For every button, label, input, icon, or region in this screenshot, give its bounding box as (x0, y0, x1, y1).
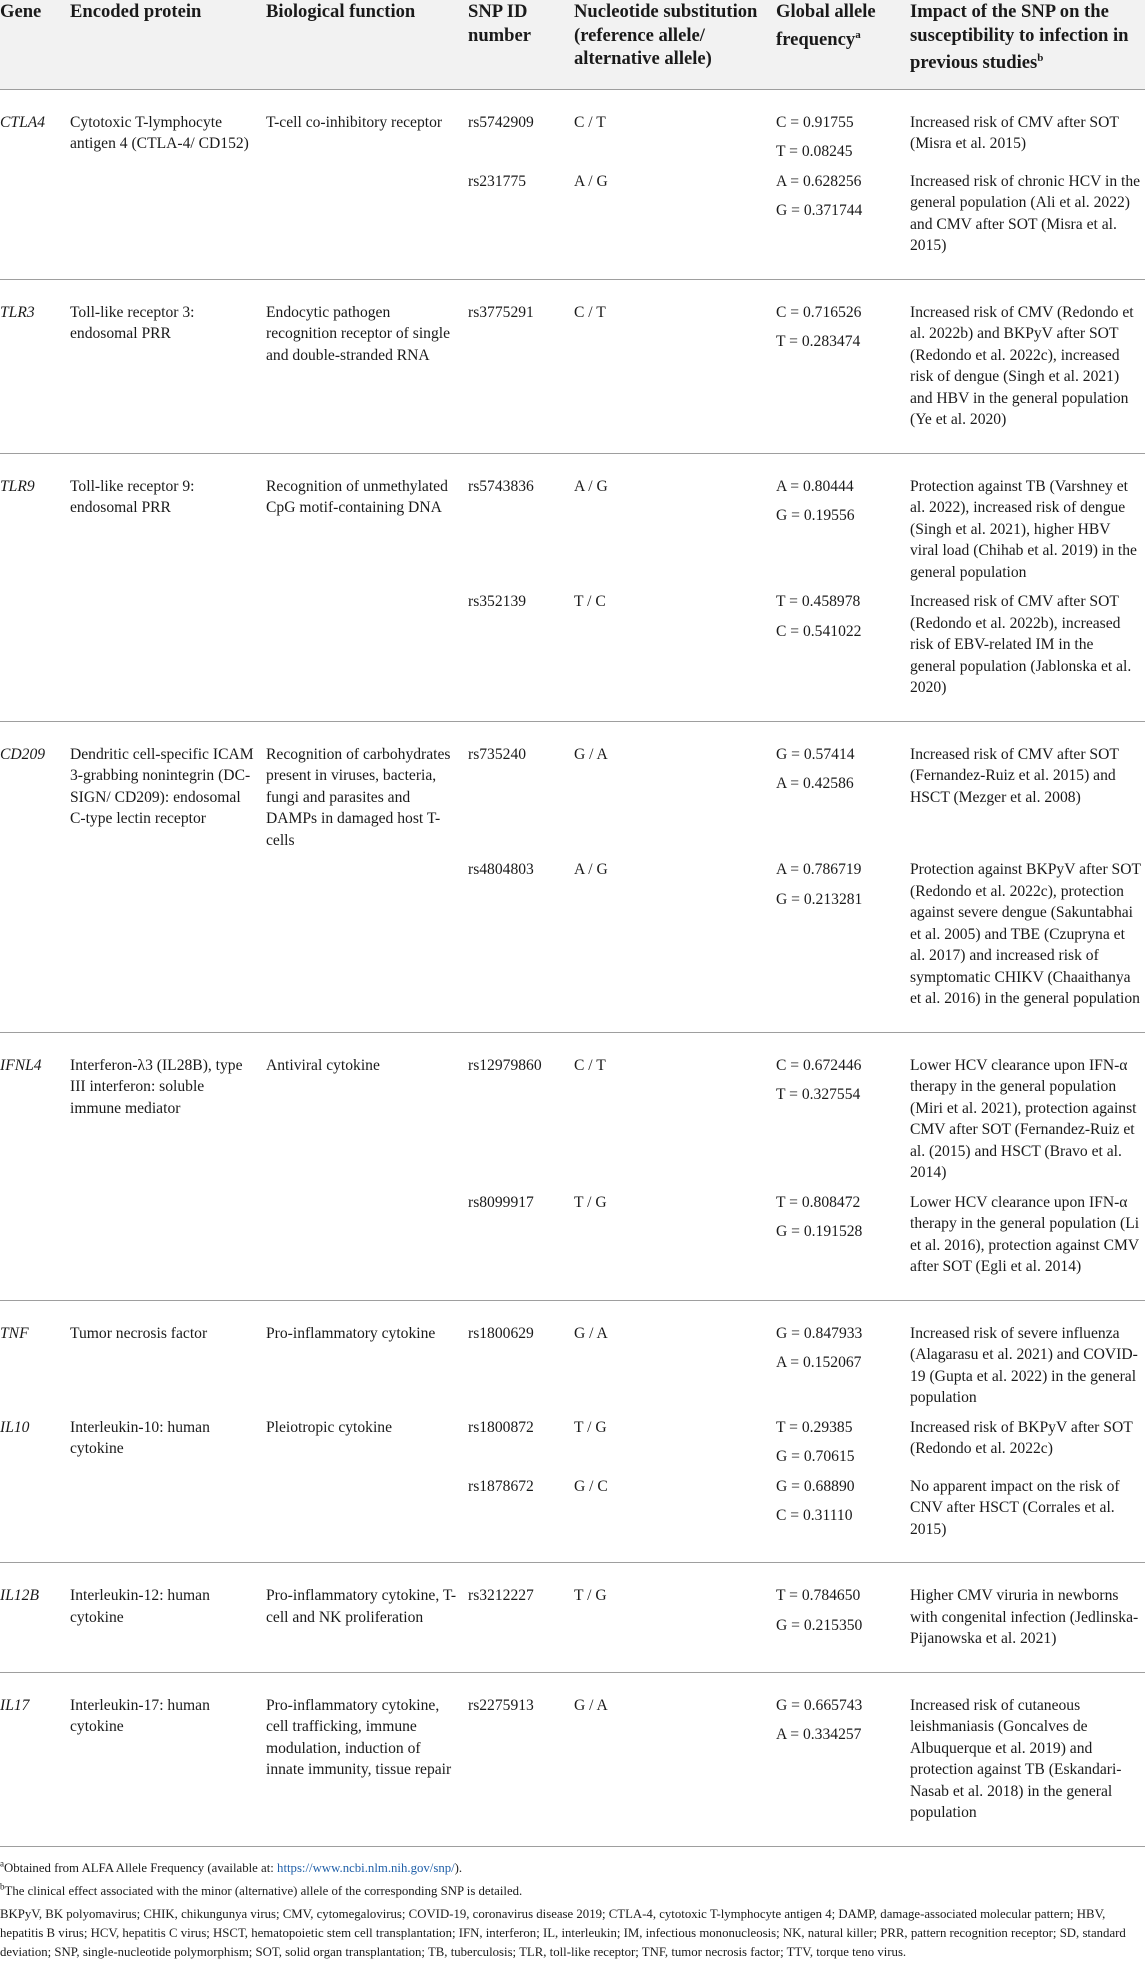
nucleotide-cell: C / T (574, 1056, 606, 1074)
gene-cell: IFNL4 (0, 1056, 42, 1074)
table-row (0, 1300, 1145, 1409)
header-impact-sup: b (1037, 52, 1044, 64)
allele-frequency-value: G = 0.215350 (776, 1616, 863, 1634)
header-impact (906, 0, 1145, 89)
footnote-a-link[interactable]: https://www.ncbi.nlm.nih.gov/snp/ (277, 1860, 455, 1875)
snp-id-cell: rs2275913 (464, 1672, 570, 1846)
header-protein: Encoded protein (66, 0, 262, 89)
allele-frequency-cell (772, 163, 906, 280)
nucleotide-cell: G / A (570, 1672, 772, 1846)
allele-frequency-value: C = 0.672446 (776, 1056, 862, 1074)
snp-id-cell: rs12979860 (468, 1056, 542, 1074)
allele-frequency-cell (772, 583, 906, 721)
allele-frequency-value: C = 0.541022 (776, 622, 862, 640)
allele-frequency-value: G = 0.213281 (776, 890, 863, 908)
gene-cell: TNF (0, 1324, 29, 1342)
footnote-b (0, 1882, 1145, 1901)
allele-frequency-value: T = 0.327554 (776, 1086, 861, 1104)
gene-cell (0, 1468, 66, 1563)
nucleotide-cell: A / G (574, 477, 608, 495)
allele-frequency-value: C = 0.31110 (776, 1507, 853, 1525)
allele-frequency-value: A = 0.334257 (776, 1726, 862, 1744)
impact-cell: Higher CMV viruria in newborns with congenital infection (Jedlinska-Pijanowska et al. 2021) (906, 1563, 1145, 1673)
allele-frequency-value: G = 0.70615 (776, 1448, 855, 1466)
function-cell: Antiviral cytokine (266, 1056, 380, 1074)
footnote-a-text: Obtained from ALFA Allele Frequency (available at: (4, 1860, 278, 1875)
table-row (0, 453, 1145, 583)
function-cell: Recognition of carbohydrates present in viruses, bacteria, fungi and parasites and DAMPs in damaged host T-cells (266, 745, 451, 849)
gene-cell (0, 851, 66, 1032)
protein-cell (66, 1468, 262, 1563)
function-cell (262, 1468, 464, 1563)
protein-cell: Dendritic cell-specific ICAM 3-grabbing nonintegrin (DC-SIGN/ CD209): endosomal C-type lectin receptor (70, 745, 254, 828)
gene-cell: IL10 (0, 1418, 30, 1436)
nucleotide-cell: T / G (570, 1563, 772, 1673)
snp-id-cell: rs735240 (468, 745, 527, 763)
header-allele-freq-text: Global allele frequency (776, 1, 876, 50)
snp-id-cell: rs231775 (464, 163, 570, 280)
allele-frequency-value: A = 0.80444 (776, 477, 854, 495)
footnote-b-text: The clinical effect associated with the minor (alternative) allele of the corresponding SNP is detailed. (4, 1883, 523, 1898)
allele-frequency-value: T = 0.08245 (776, 143, 853, 161)
gene-cell: CD209 (0, 745, 46, 763)
snp-id-cell: rs3775291 (464, 279, 570, 453)
function-cell: T-cell co-inhibitory receptor (266, 113, 443, 131)
impact-cell: Increased risk of cutaneous leishmaniasis (Goncalves de Albuquerque et al. 2019) and protection against TB (Eskandari-Nasab et al. 2018) in the general population (906, 1672, 1145, 1846)
allele-frequency-value: T = 0.808472 (776, 1193, 861, 1211)
table-row (0, 1672, 1145, 1846)
impact-cell: Lower HCV clearance upon IFN-α therapy in the general population (Li et al. 2016), protection against CMV after SOT (Egli et al. 2014) (906, 1184, 1145, 1301)
snp-id-cell: rs5743836 (468, 477, 534, 495)
function-cell: Recognition of unmethylated CpG motif-containing DNA (266, 477, 448, 517)
impact-cell: Increased risk of BKPyV after SOT (Redondo et al. 2022c) (910, 1418, 1133, 1458)
allele-frequency-value: G = 0.57414 (776, 745, 855, 763)
impact-cell: Increased risk of chronic HCV in the general population (Ali et al. 2022) and CMV after SOT (Misra et al. 2015) (906, 163, 1145, 280)
table-footnotes (0, 1847, 1145, 1962)
allele-frequency-value: T = 0.29385 (776, 1418, 853, 1436)
allele-frequency-value: T = 0.458978 (776, 593, 861, 611)
allele-frequency-cell (772, 1409, 906, 1468)
header-snp: SNP ID number (464, 0, 570, 89)
table-row (0, 583, 1145, 721)
footnote-b-mark: b (0, 1881, 5, 1892)
gene-cell (0, 163, 66, 280)
function-cell: Pro-inflammatory cytokine, cell trafficking, immune modulation, induction of innate immunity, tissue repair (262, 1672, 464, 1846)
nucleotide-cell: T / G (570, 1184, 772, 1301)
allele-frequency-cell (772, 851, 906, 1032)
allele-frequency-cell (772, 1300, 906, 1409)
protein-cell: Interferon-λ3 (IL28B), type III interferon: soluble immune mediator (70, 1056, 243, 1117)
allele-frequency-cell (772, 453, 906, 583)
header-nucleotide: Nucleotide substitution (reference allele/ alternative allele) (570, 0, 772, 89)
footnote-a-end: ). (454, 1860, 463, 1875)
table-row (0, 89, 1145, 163)
table-body (0, 89, 1145, 1846)
protein-cell: Interleukin-17: human cytokine (66, 1672, 262, 1846)
nucleotide-cell: G / A (574, 745, 608, 763)
allele-frequency-cell (772, 1032, 906, 1184)
protein-cell (66, 1184, 262, 1301)
allele-frequency-value: G = 0.847933 (776, 1324, 863, 1342)
allele-frequency-value: C = 0.716526 (776, 303, 862, 321)
header-allele-freq (772, 0, 906, 89)
gene-cell (0, 583, 66, 721)
table-row (0, 163, 1145, 280)
gene-cell: IL12B (0, 1563, 66, 1673)
gene-cell: TLR9 (0, 477, 35, 495)
table-row (0, 1409, 1145, 1468)
protein-cell: Toll-like receptor 9: endosomal PRR (70, 477, 195, 517)
impact-cell: Increased risk of CMV after SOT (Misra et al. 2015) (910, 113, 1119, 153)
protein-cell: Tumor necrosis factor (70, 1324, 208, 1342)
impact-cell: Increased risk of CMV after SOT (Fernandez-Ruiz et al. 2015) and HSCT (Mezger et al. 2008) (910, 745, 1119, 806)
gene-cell: CTLA4 (0, 113, 46, 131)
function-cell (262, 1184, 464, 1301)
snp-id-cell: rs1800629 (468, 1324, 534, 1342)
snp-id-cell: rs5742909 (468, 113, 534, 131)
protein-cell: Interleukin-12: human cytokine (66, 1563, 262, 1673)
function-cell: Pro-inflammatory cytokine (266, 1324, 436, 1342)
protein-cell (66, 163, 262, 280)
allele-frequency-value: T = 0.784650 (776, 1587, 861, 1605)
allele-frequency-value: C = 0.91755 (776, 113, 854, 131)
function-cell: Pro-inflammatory cytokine, T-cell and NK proliferation (262, 1563, 464, 1673)
gene-cell: TLR3 (0, 279, 66, 453)
table-row (0, 1032, 1145, 1184)
snp-id-cell: rs352139 (464, 583, 570, 721)
impact-cell: Protection against TB (Varshney et al. 2022), increased risk of dengue (Singh et al. 2021), higher HBV viral load (Chihab et al. 2019) in the general population (910, 477, 1137, 581)
snp-id-cell: rs4804803 (464, 851, 570, 1032)
allele-frequency-cell (772, 1563, 906, 1673)
nucleotide-cell: A / G (570, 851, 772, 1032)
nucleotide-cell: C / T (570, 279, 772, 453)
allele-frequency-value: A = 0.42586 (776, 775, 854, 793)
allele-frequency-cell (772, 89, 906, 163)
header-gene: Gene (0, 0, 66, 89)
impact-cell: Increased risk of severe influenza (Alagarasu et al. 2021) and COVID-19 (Gupta et al. 2022) in the general population (910, 1324, 1138, 1407)
table-row (0, 1184, 1145, 1301)
footnote-abbreviations: BKPyV, BK polyomavirus; CHIK, chikungunya virus; CMV, cytomegalovirus; COVID-19, coronavirus disease 2019; CTLA-4, cytotoxic T-lymphocyte antigen 4; DAMP, damage-associated molecular pattern; HBV, hepatitis B virus; HCV, hepatitis C virus; HSCT, hematopoietic stem cell transplantation; IFN, interferon; IL, interleukin; IM, infectious mononucleosis; NK, natural killer; PRR, pattern recognition receptor; SD, standard deviation; SNP, single-nucleotide polymorphism; SOT, solid organ transplantation; TB, tuberculosis; TLR, toll-like receptor; TNF, tumor necrosis factor; TTV, torque teno virus. (0, 1906, 1126, 1959)
allele-frequency-cell (772, 1672, 906, 1846)
allele-frequency-cell (772, 1468, 906, 1563)
snp-id-cell: rs8099917 (464, 1184, 570, 1301)
impact-cell: Increased risk of CMV (Redondo et al. 2022b) and BKPyV after SOT (Redondo et al. 2022c), increased risk of dengue (Singh et al. 2021) and HBV in the general population (Ye et al. 2020) (906, 279, 1145, 453)
header-impact-text: Impact of the SNP on the susceptibility to infection in previous studies (910, 1, 1129, 74)
table-row (0, 851, 1145, 1032)
allele-frequency-value: G = 0.191528 (776, 1223, 863, 1241)
nucleotide-cell: G / C (570, 1468, 772, 1563)
function-cell (262, 851, 464, 1032)
protein-cell: Interleukin-10: human cytokine (70, 1418, 210, 1458)
header-allele-freq-sup: a (855, 28, 861, 41)
impact-cell: Protection against BKPyV after SOT (Redondo et al. 2022c), protection against severe dengue (Sakuntabhai et al. 2005) and TBE (Czupryna et al. 2017) and increased risk of symptomatic CHIKV (Chaaithanya et al. 2016) in the general population (906, 851, 1145, 1032)
nucleotide-cell: A / G (570, 163, 772, 280)
allele-frequency-value: G = 0.68890 (776, 1477, 855, 1495)
protein-cell: Toll-like receptor 3: endosomal PRR (66, 279, 262, 453)
function-cell (262, 583, 464, 721)
footnote-a-mark: a (0, 1858, 4, 1869)
gene-cell (0, 1184, 66, 1301)
allele-frequency-cell (772, 721, 906, 851)
allele-frequency-value: G = 0.371744 (776, 202, 863, 220)
protein-cell: Cytotoxic T-lymphocyte antigen 4 (CTLA-4/ CD152) (70, 113, 249, 153)
nucleotide-cell: T / C (570, 583, 772, 721)
protein-cell (66, 851, 262, 1032)
table-header-row (0, 0, 1145, 89)
allele-frequency-cell (772, 1184, 906, 1301)
function-cell: Endocytic pathogen recognition receptor of single and double-stranded RNA (262, 279, 464, 453)
allele-frequency-value: A = 0.152067 (776, 1354, 862, 1372)
gene-cell: IL17 (0, 1672, 66, 1846)
table-row (0, 1468, 1145, 1563)
nucleotide-cell: G / A (574, 1324, 608, 1342)
function-cell (262, 163, 464, 280)
allele-frequency-cell (772, 279, 906, 453)
allele-frequency-value: A = 0.786719 (776, 861, 862, 879)
impact-cell: Lower HCV clearance upon IFN-α therapy in the general population (Miri et al. 2021), protection against CMV after SOT (Fernandez-Ruiz et al. (2015) and HSCT (Bravo et al. 2014) (910, 1056, 1137, 1182)
allele-frequency-value: G = 0.665743 (776, 1696, 863, 1714)
allele-frequency-value: A = 0.628256 (776, 172, 862, 190)
impact-cell: No apparent impact on the risk of CNV after HSCT (Corrales et al. 2015) (906, 1468, 1145, 1563)
header-function: Biological function (262, 0, 464, 89)
table-row (0, 279, 1145, 453)
snp-id-cell: rs1878672 (464, 1468, 570, 1563)
footnote-a (0, 1859, 1145, 1878)
table-row (0, 1563, 1145, 1673)
table-row (0, 721, 1145, 851)
protein-cell (66, 583, 262, 721)
impact-cell: Increased risk of CMV after SOT (Redondo et al. 2022b), increased risk of EBV-related IM in the general population (Jablonska et al. 2020) (906, 583, 1145, 721)
allele-frequency-value: T = 0.283474 (776, 333, 861, 351)
snp-id-cell: rs3212227 (464, 1563, 570, 1673)
nucleotide-cell: T / G (574, 1418, 607, 1436)
allele-frequency-value: G = 0.19556 (776, 507, 855, 525)
function-cell: Pleiotropic cytokine (266, 1418, 393, 1436)
snp-id-cell: rs1800872 (468, 1418, 534, 1436)
nucleotide-cell: C / T (574, 113, 606, 131)
